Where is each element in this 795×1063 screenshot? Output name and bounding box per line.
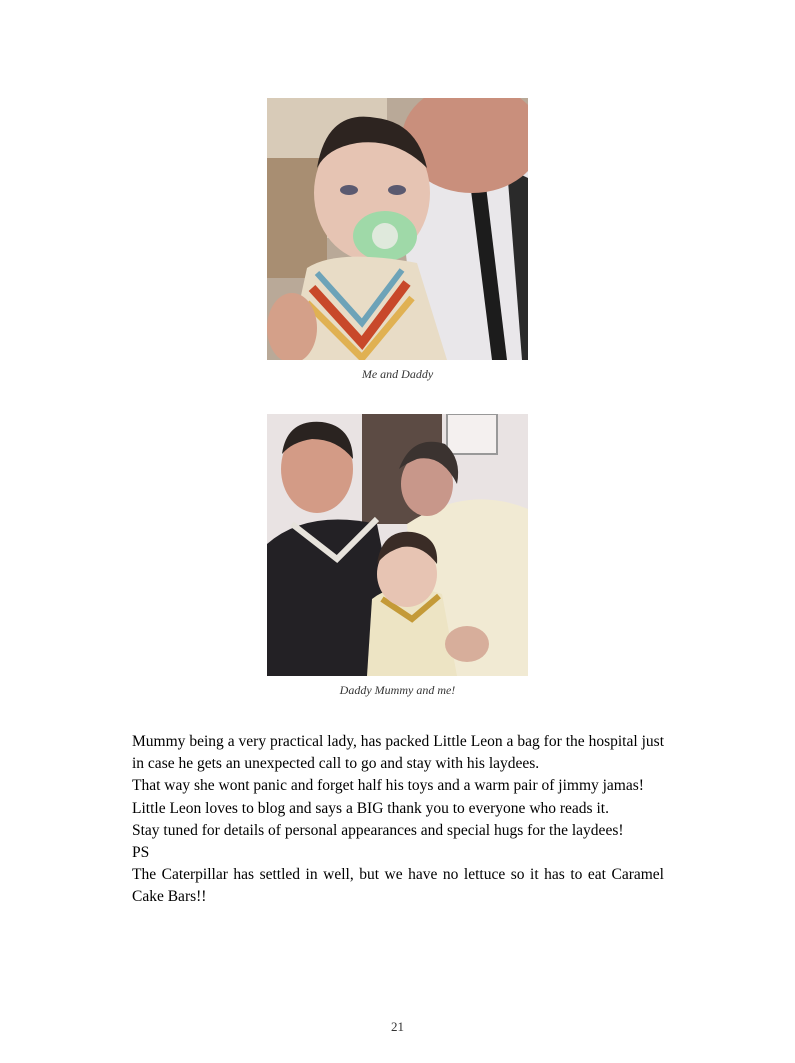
paragraph: Little Leon loves to blog and says a BIG thank you to everyone who reads it. <box>132 799 609 817</box>
page-number: 21 <box>391 1019 404 1034</box>
paragraph: Stay tuned for details of personal appearances and special hugs for the laydees! <box>132 821 624 839</box>
photo-caption: Daddy Mummy and me! <box>339 683 456 697</box>
paragraph: Mummy being a very practical lady, has packed Little Leon a bag for the hospital just in case he gets an unexpected call to go and stay with his laydees. <box>132 733 664 773</box>
photo-caption: Me and Daddy <box>361 367 434 381</box>
photo-daddy-mummy-and-me <box>267 414 528 676</box>
paragraph: The Caterpillar has settled in well, but we have no lettuce so it has to eat Caramel Cake Bars!! <box>132 866 664 906</box>
paragraph: PS <box>132 844 150 862</box>
photo-me-and-daddy <box>267 98 528 360</box>
body-text <box>132 731 664 909</box>
paragraph: That way she wont panic and forget half his toys and a warm pair of jimmy jamas! <box>132 777 644 795</box>
